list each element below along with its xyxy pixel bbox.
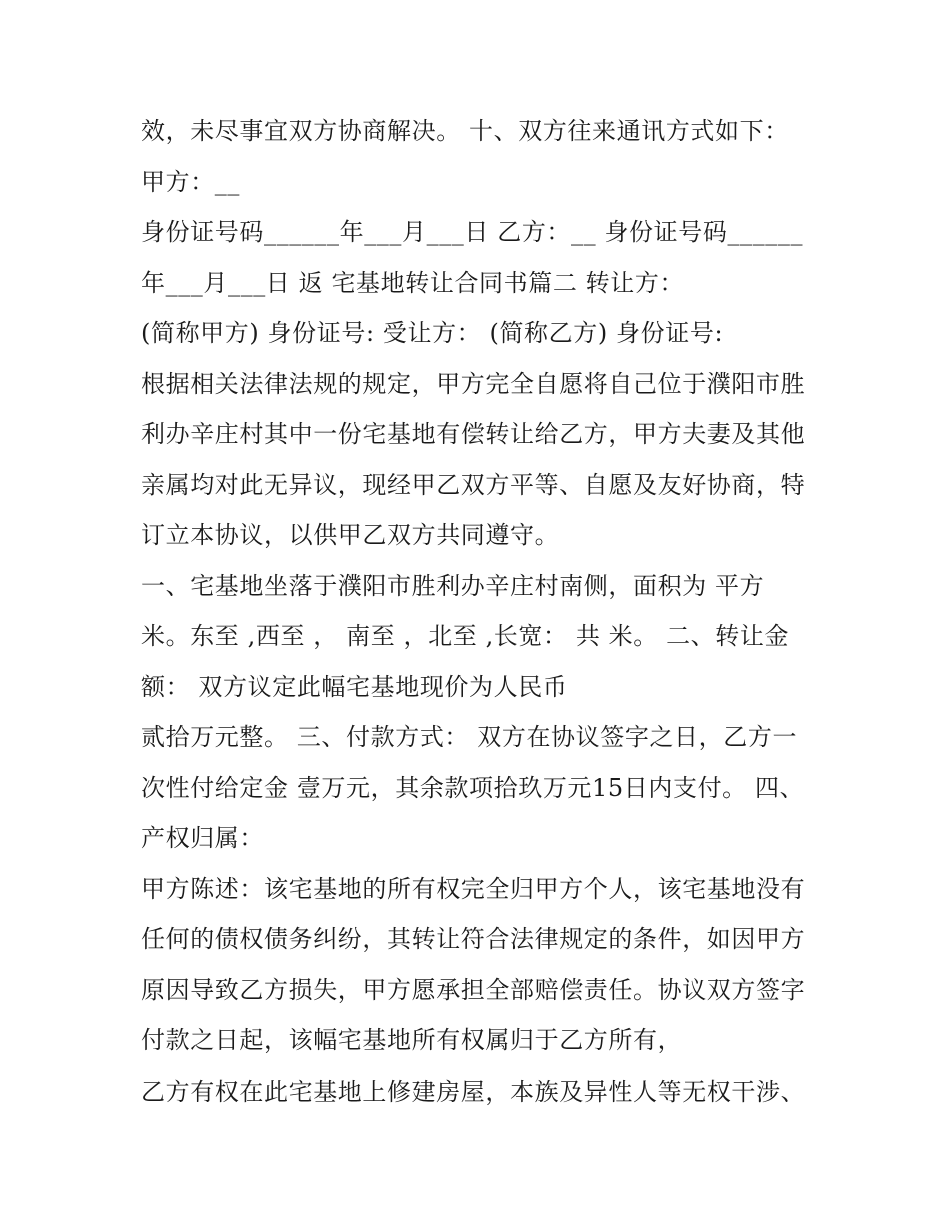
text-line: 付款之日起，该幅宅基地所有权属归于乙方所有， [141, 1026, 683, 1054]
text-line: 贰拾万元整。 三、付款方式： 双方在协议签字之日，乙方一 [141, 723, 798, 751]
text-line: 次性付给定金 壹万元，其余款项拾玖万元15日内支付。 四、 [141, 774, 805, 802]
text-line: 原因导致乙方损失，甲方愿承担全部赔偿责任。协议双方签字 [141, 976, 806, 1004]
text-line: 甲方陈述：该宅基地的所有权完全归甲方个人，该宅基地没有 [141, 875, 806, 903]
text-line: 身份证号码______年___月___日 乙方：__ 身份证号码______ [141, 218, 804, 246]
text-line: 乙方有权在此宅基地上修建房屋，本族及异性人等无权干涉、 [141, 1078, 806, 1106]
text-line: 年___月___日 返 宅基地转让合同书篇二 转让方： [141, 269, 685, 297]
text-line: (简称甲方) 身份证号: 受让方： (简称乙方) 身份证号: [141, 319, 724, 347]
text-line: 米。东至 ,西至 ， 南至 ，北至 ,长宽： 共 米。 二、转让金 [141, 622, 790, 650]
text-line: 亲属均对此无异议，现经甲乙双方平等、自愿及友好协商，特 [141, 471, 806, 499]
text-line: 根据相关法律法规的规定，甲方完全自愿将自己位于濮阳市胜 [141, 370, 806, 398]
text-line: 利办辛庄村其中一份宅基地有偿转让给乙方，甲方夫妻及其他 [141, 420, 806, 448]
text-line: 甲方：__ [141, 168, 240, 196]
text-line: 额： 双方议定此幅宅基地现价为人民币 [141, 673, 568, 701]
text-line: 任何的债权债务纠纷，其转让符合法律规定的条件，如因甲方 [141, 925, 806, 953]
text-line: 产权归属： [141, 824, 264, 852]
text-line: 效，未尽事宜双方协商解决。 十、双方往来通讯方式如下： [141, 117, 789, 145]
text-line: 一、宅基地坐落于濮阳市胜利办辛庄村南侧，面积为 平方 [141, 572, 765, 600]
text-line: 订立本协议，以供甲乙双方共同遵守。 [141, 521, 560, 549]
